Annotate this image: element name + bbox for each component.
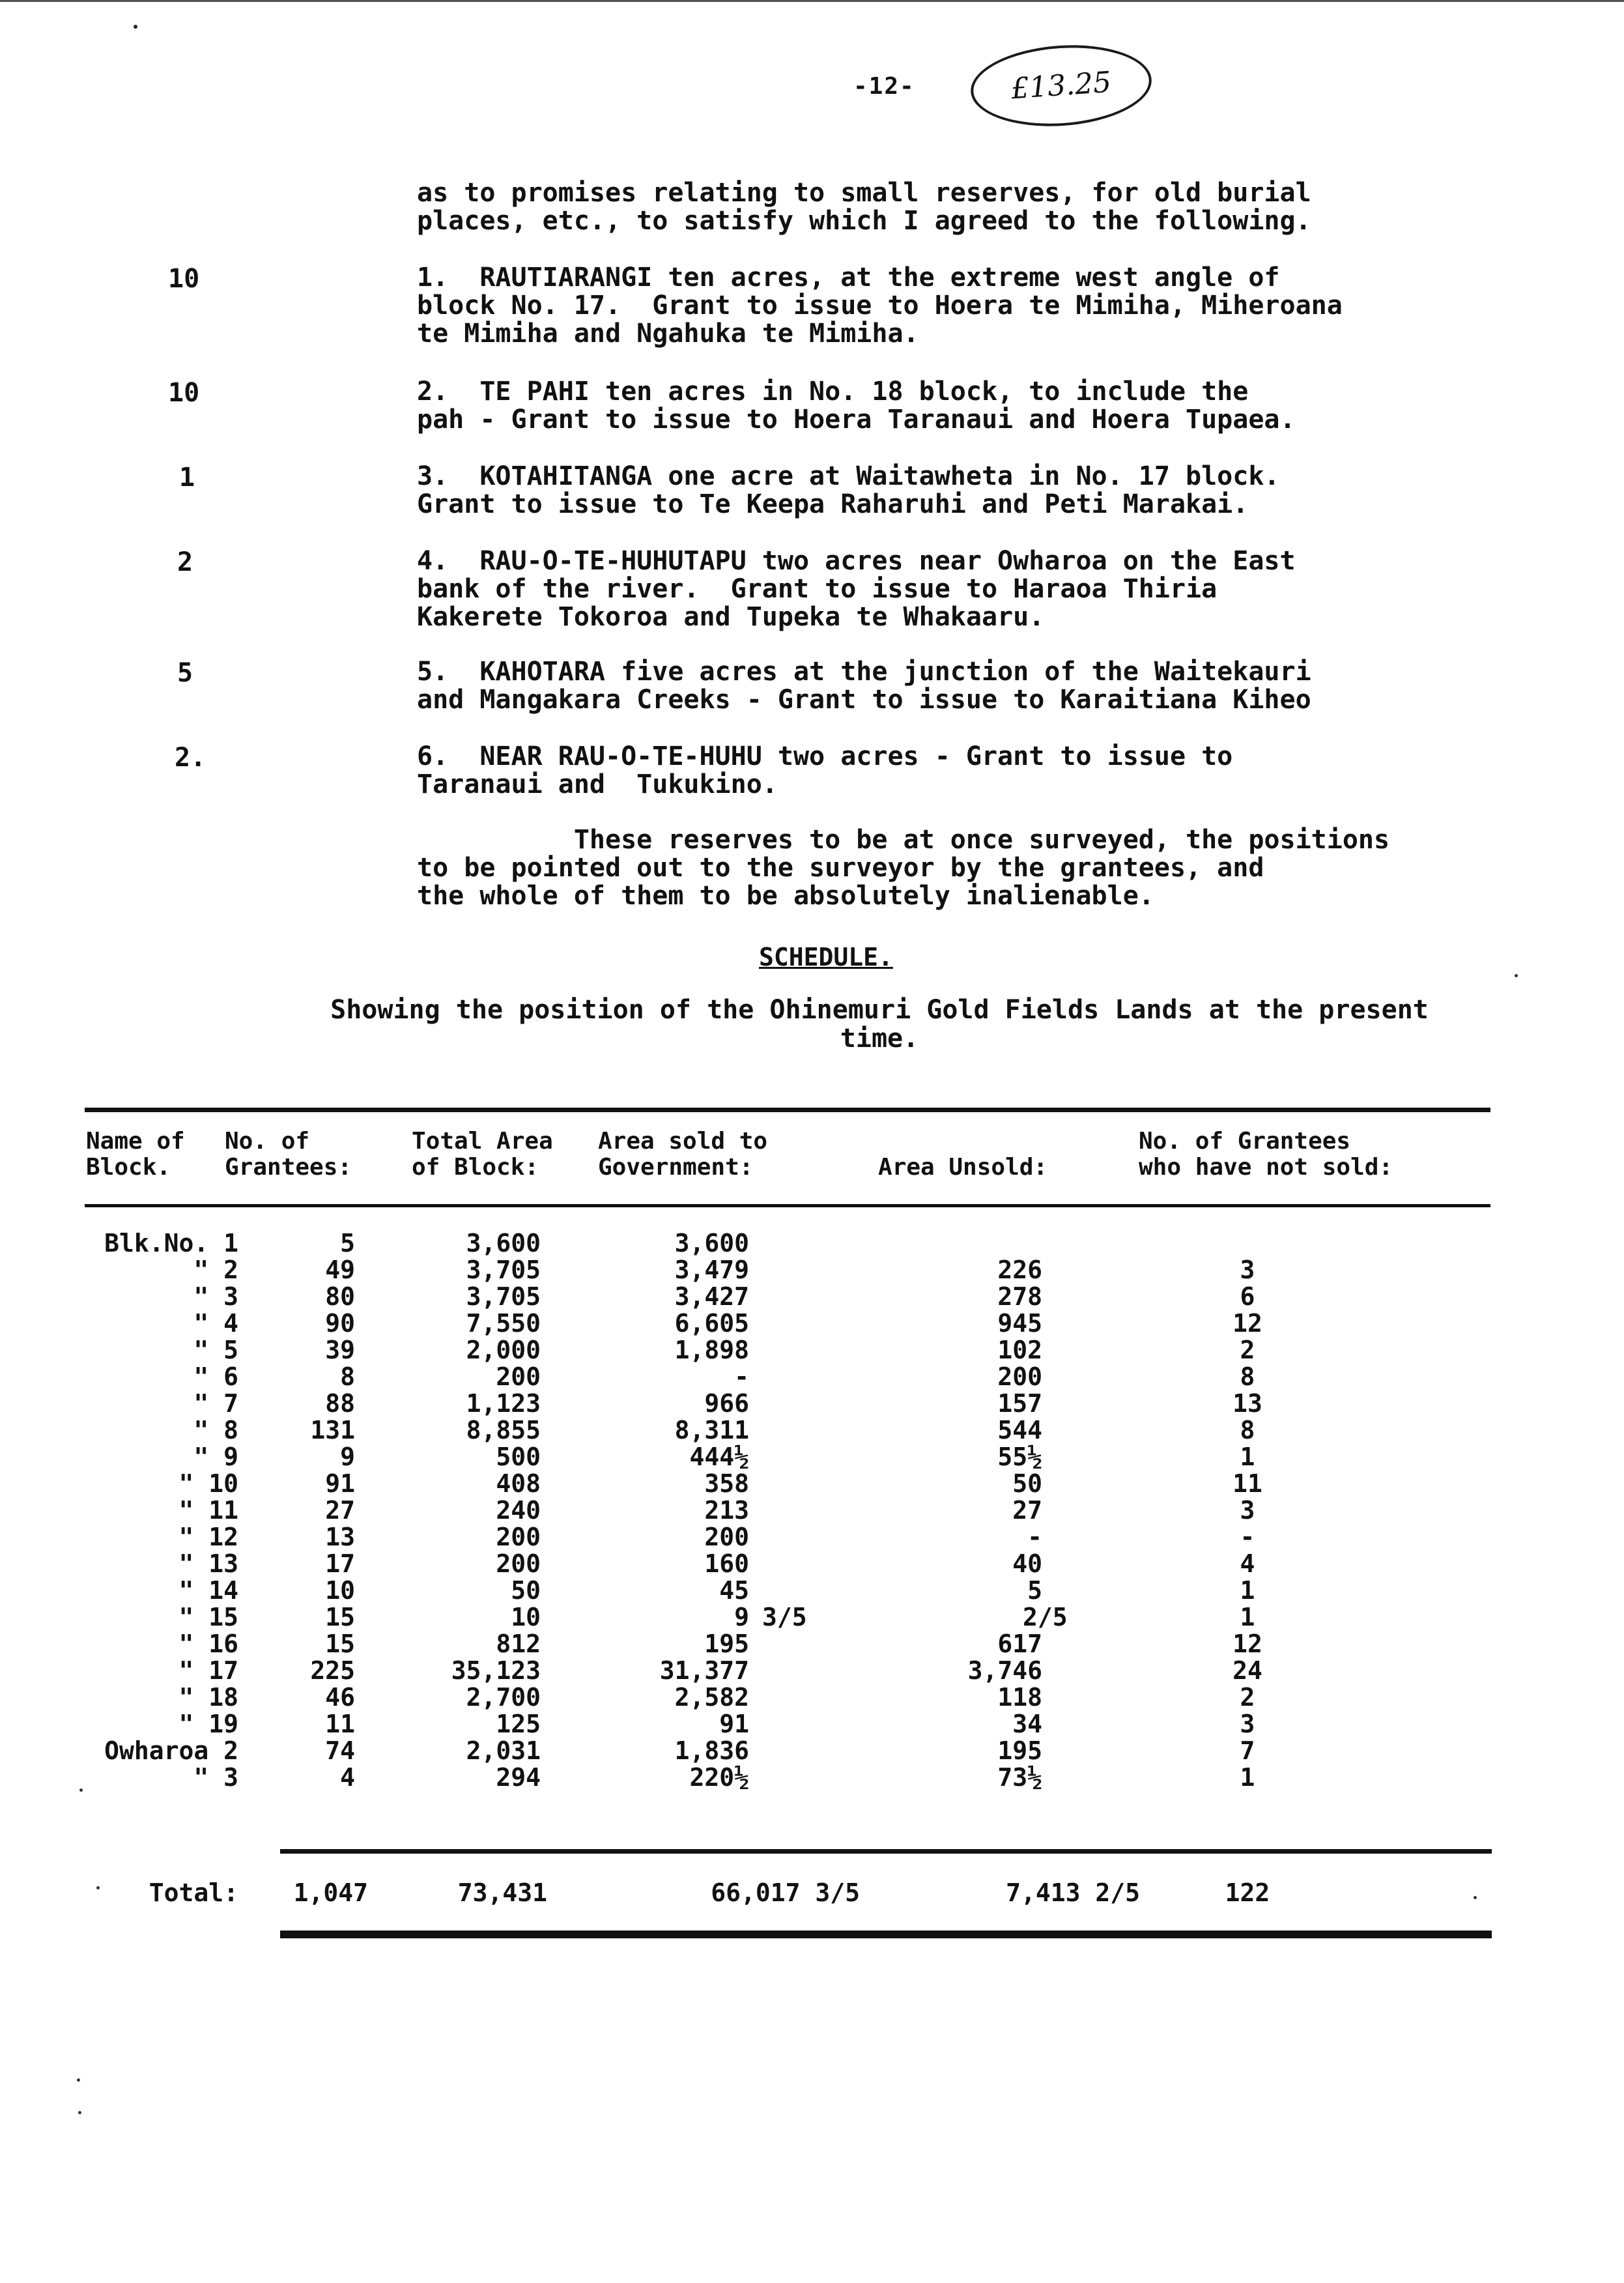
- reserve-item-3: [417, 463, 1280, 519]
- table-row: [0, 1497, 1624, 1524]
- area-unsold-cell: 226: [997, 1256, 1042, 1284]
- grantees-cell: 9: [340, 1443, 355, 1471]
- reserve-line: 2. TE PAHI ten acres in No. 18 block, to include the: [417, 377, 1249, 407]
- area-sold-cell: -: [734, 1362, 749, 1391]
- block-name-cell: " 3: [193, 1282, 238, 1311]
- block-name-cell: " 6: [193, 1362, 238, 1391]
- handwritten-annotation: £13.25: [968, 39, 1154, 132]
- reserve-line: 4. RAU-O-TE-HUHUTAPU two acres near Owharoa on the East: [417, 546, 1296, 576]
- block-name-cell: " 17: [178, 1656, 238, 1685]
- schedule-title: SCHEDULE.: [759, 943, 893, 971]
- grantees-not-sold-cell: 3: [1240, 1256, 1255, 1284]
- grantees-not-sold-cell: 8: [1240, 1362, 1255, 1391]
- scan-speck: [79, 1788, 83, 1792]
- total-row: [0, 1880, 1624, 1906]
- grantees-cell: 225: [310, 1656, 355, 1685]
- total-area-cell: 200: [496, 1549, 541, 1578]
- grantees-cell: 131: [310, 1416, 355, 1444]
- area-unsold-cell: 40: [1012, 1549, 1042, 1578]
- header-grantees: No. of Grantees:: [225, 1128, 352, 1181]
- area-unsold-cell: 34: [1012, 1710, 1042, 1738]
- block-name-cell: " 9: [193, 1443, 238, 1471]
- total-area-cell: 50: [511, 1576, 541, 1605]
- area-unsold-fraction-cell: 2/5: [1023, 1603, 1068, 1631]
- scan-speck: [77, 2078, 80, 2082]
- total-area-cell: 2,000: [466, 1336, 541, 1364]
- grantees-cell: 4: [340, 1763, 355, 1792]
- total-area: 73,431: [457, 1878, 547, 1907]
- grantees-not-sold-cell: 13: [1232, 1389, 1262, 1418]
- table-row: [0, 1631, 1624, 1658]
- area-unsold-cell: 200: [997, 1362, 1042, 1391]
- area-unsold-cell: 544: [997, 1416, 1042, 1444]
- grantees-not-sold-cell: 3: [1240, 1496, 1255, 1525]
- reserve-item-1: [417, 264, 1343, 348]
- grantees-cell: 90: [325, 1309, 355, 1338]
- closing-line: to be pointed out to the surveyor by the grantees, and: [417, 853, 1264, 883]
- area-sold-cell: 8,311: [674, 1416, 749, 1444]
- reserve-margin-acres: 2.: [175, 743, 207, 773]
- block-name-cell: " 11: [178, 1496, 238, 1525]
- total-area-cell: 2,700: [466, 1683, 541, 1712]
- grantees-cell: 15: [325, 1603, 355, 1631]
- table-row: [0, 1524, 1624, 1551]
- total-area-cell: 408: [496, 1469, 541, 1498]
- block-name-cell: " 16: [178, 1630, 238, 1658]
- table-row: [0, 1337, 1624, 1364]
- scan-speck: [96, 1886, 100, 1889]
- total-area-cell: 1,123: [466, 1389, 541, 1418]
- grantees-cell: 91: [325, 1469, 355, 1498]
- grantees-not-sold-cell: 24: [1232, 1656, 1262, 1685]
- intro-line: places, etc., to satisfy which I agreed to the following.: [417, 206, 1311, 236]
- grantees-not-sold-cell: 2: [1240, 1336, 1255, 1364]
- table-row: [0, 1711, 1624, 1738]
- reserve-line: block No. 17. Grant to issue to Hoera te Mimiha, Miheroana: [417, 291, 1343, 321]
- scan-speck: [134, 25, 137, 29]
- total-area-cell: 240: [496, 1496, 541, 1525]
- block-name-cell: " 5: [193, 1336, 238, 1364]
- area-sold-cell: 160: [704, 1549, 749, 1578]
- area-sold-cell: 91: [719, 1710, 749, 1738]
- area-sold-cell: 213: [704, 1496, 749, 1525]
- grantees-cell: 8: [340, 1362, 355, 1391]
- grantees-not-sold-cell: 2: [1240, 1683, 1255, 1712]
- total-area-cell: 7,550: [466, 1309, 541, 1338]
- closing-paragraph: [417, 826, 1389, 910]
- block-name-cell: " 10: [178, 1469, 238, 1498]
- reserve-line: Taranaui and Tukukino.: [417, 769, 778, 799]
- area-sold-cell: 195: [704, 1630, 749, 1658]
- grantees-cell: 15: [325, 1630, 355, 1658]
- intro-paragraph: [417, 179, 1311, 235]
- intro-line: as to promises relating to small reserves, for old burial: [417, 178, 1311, 208]
- area-sold-cell: 220½: [689, 1763, 749, 1792]
- grantees-not-sold-cell: 1: [1240, 1443, 1255, 1471]
- reserve-line: pah - Grant to issue to Hoera Taranaui and Hoera Tupaea.: [417, 405, 1296, 435]
- reserve-line: 1. RAUTIARANGI ten acres, at the extreme west angle of: [417, 263, 1280, 293]
- table-row: [0, 1738, 1624, 1764]
- reserve-item-5: [417, 658, 1311, 714]
- reserve-line: and Mangakara Creeks - Grant to issue to Karaitiana Kiheo: [417, 685, 1311, 715]
- area-unsold-cell: 5: [1027, 1576, 1042, 1605]
- grantees-cell: 17: [325, 1549, 355, 1578]
- area-sold-cell: 9: [734, 1603, 749, 1631]
- block-name-cell: " 2: [193, 1256, 238, 1284]
- closing-line: the whole of them to be absolutely inalienable.: [417, 881, 1154, 911]
- area-unsold-cell: 3,746: [967, 1656, 1042, 1685]
- block-name-cell: " 18: [178, 1683, 238, 1712]
- area-sold-cell: 3,427: [674, 1282, 749, 1311]
- area-sold-cell: 31,377: [659, 1656, 749, 1685]
- grantees-not-sold-cell: -: [1240, 1523, 1255, 1551]
- grantees-cell: 13: [325, 1523, 355, 1551]
- area-unsold-cell: 157: [997, 1389, 1042, 1418]
- total-area-cell: 500: [496, 1443, 541, 1471]
- scan-top-edge: [0, 0, 1624, 2]
- area-unsold-cell: 55½: [997, 1443, 1042, 1471]
- grantees-cell: 49: [325, 1256, 355, 1284]
- table-row: [0, 1284, 1624, 1310]
- total-area-cell: 10: [511, 1603, 541, 1631]
- grantees-cell: 39: [325, 1336, 355, 1364]
- table-row: [0, 1577, 1624, 1604]
- grantees-cell: 5: [340, 1229, 355, 1257]
- table-row: [0, 1684, 1624, 1711]
- area-sold-cell: 200: [704, 1523, 749, 1551]
- area-sold-fraction-cell: 3/5: [762, 1603, 807, 1631]
- grantees-not-sold-cell: 1: [1240, 1763, 1255, 1792]
- area-unsold-cell: -: [1027, 1523, 1042, 1551]
- grantees-not-sold-cell: 11: [1232, 1469, 1262, 1498]
- table-row: [0, 1551, 1624, 1577]
- block-name-cell: Owharoa 2: [104, 1736, 238, 1765]
- area-sold-cell: 3,600: [674, 1229, 749, 1257]
- table-row: [0, 1471, 1624, 1497]
- block-name-cell: " 19: [178, 1710, 238, 1738]
- reserve-margin-acres: 2: [177, 547, 193, 577]
- grantees-not-sold-cell: 3: [1240, 1710, 1255, 1738]
- header-bottom-rule: [85, 1204, 1490, 1207]
- total-area-cell: 2,031: [466, 1736, 541, 1765]
- block-name-cell: " 4: [193, 1309, 238, 1338]
- total-area-cell: 294: [496, 1763, 541, 1792]
- area-unsold-cell: 102: [997, 1336, 1042, 1364]
- area-unsold-cell: 118: [997, 1683, 1042, 1712]
- total-grantees: 1,047: [293, 1878, 368, 1907]
- reserve-margin-acres: 10: [168, 264, 200, 294]
- reserve-margin-acres: 1: [179, 463, 195, 493]
- header-area-sold: Area sold to Government:: [598, 1128, 768, 1181]
- area-sold-cell: 1,898: [674, 1336, 749, 1364]
- reserve-line: bank of the river. Grant to issue to Haraoa Thiria: [417, 574, 1218, 604]
- area-sold-cell: 3,479: [674, 1256, 749, 1284]
- total-area-cell: 3,705: [466, 1282, 541, 1311]
- header-area-unsold: Area Unsold:: [878, 1154, 1048, 1181]
- table-row: [0, 1604, 1624, 1631]
- grantees-cell: 74: [325, 1736, 355, 1765]
- reserve-item-4: [417, 547, 1296, 631]
- header-total-area: Total Area of Block:: [412, 1128, 553, 1181]
- total-area-cell: 200: [496, 1362, 541, 1391]
- grantees-not-sold-cell: 1: [1240, 1576, 1255, 1605]
- total-area-cell: 8,855: [466, 1416, 541, 1444]
- area-unsold-cell: 278: [997, 1282, 1042, 1311]
- area-sold-cell: 2,582: [674, 1683, 749, 1712]
- total-area-sold: 66,017 3/5: [711, 1878, 860, 1907]
- closing-line: These reserves to be at once surveyed, the positions: [417, 825, 1390, 855]
- table-row: [0, 1444, 1624, 1471]
- table-row: [0, 1417, 1624, 1444]
- total-bottom-rule: [280, 1931, 1492, 1938]
- total-area-cell: 3,705: [466, 1256, 541, 1284]
- page-number: -12-: [853, 73, 915, 100]
- reserve-line: Grant to issue to Te Keepa Raharuhi and Peti Marakai.: [417, 489, 1249, 519]
- area-sold-cell: 444½: [689, 1443, 749, 1471]
- block-name-cell: Blk.No. 1: [104, 1229, 238, 1257]
- total-area-cell: 125: [496, 1710, 541, 1738]
- area-unsold-cell: 50: [1012, 1469, 1042, 1498]
- reserve-line: te Mimiha and Ngahuka te Mimiha.: [417, 319, 919, 349]
- schedule-subtitle: Showing the position of the Ohinemuri Gold Fields Lands at the present time.: [330, 995, 1429, 1054]
- block-name-cell: " 13: [178, 1549, 238, 1578]
- table-row: [0, 1390, 1624, 1417]
- header-block-name: Name of Block.: [86, 1128, 185, 1181]
- block-name-cell: " 7: [193, 1389, 238, 1418]
- grantees-cell: 10: [325, 1576, 355, 1605]
- reserve-item-2: [417, 378, 1296, 434]
- total-label: Total:: [149, 1878, 238, 1907]
- grantees-not-sold-cell: 4: [1240, 1549, 1255, 1578]
- grantees-not-sold-cell: 12: [1232, 1630, 1262, 1658]
- total-area-cell: 35,123: [451, 1656, 541, 1685]
- block-name-cell: " 15: [178, 1603, 238, 1631]
- scan-speck: [1515, 974, 1518, 977]
- block-name-cell: " 8: [193, 1416, 238, 1444]
- area-unsold-cell: 945: [997, 1309, 1042, 1338]
- total-area-unsold: 7,413 2/5: [1006, 1878, 1140, 1907]
- reserve-margin-acres: 5: [177, 658, 193, 688]
- total-not-sold: 122: [1225, 1878, 1270, 1907]
- area-unsold-cell: 27: [1012, 1496, 1042, 1525]
- grantees-not-sold-cell: 12: [1232, 1309, 1262, 1338]
- area-unsold-cell: 195: [997, 1736, 1042, 1765]
- table-top-rule: [85, 1108, 1490, 1112]
- grantees-cell: 46: [325, 1683, 355, 1712]
- grantees-cell: 11: [325, 1710, 355, 1738]
- table-row: [0, 1658, 1624, 1684]
- reserve-line: 5. KAHOTARA five acres at the junction of the Waitekauri: [417, 657, 1311, 687]
- total-area-cell: 200: [496, 1523, 541, 1551]
- scan-speck: [78, 2111, 81, 2114]
- header-grantees-not-sold: No. of Grantees who have not sold:: [1139, 1128, 1393, 1181]
- area-sold-cell: 45: [719, 1576, 749, 1605]
- scan-speck: [1474, 1896, 1477, 1899]
- area-sold-cell: 6,605: [674, 1309, 749, 1338]
- area-unsold-cell: 617: [997, 1630, 1042, 1658]
- block-name-cell: " 12: [178, 1523, 238, 1551]
- grantees-not-sold-cell: 1: [1240, 1603, 1255, 1631]
- table-row: [0, 1310, 1624, 1337]
- area-sold-cell: 1,836: [674, 1736, 749, 1765]
- area-sold-cell: 966: [704, 1389, 749, 1418]
- total-area-cell: 812: [496, 1630, 541, 1658]
- block-name-cell: " 14: [178, 1576, 238, 1605]
- total-top-rule: [280, 1849, 1492, 1854]
- grantees-cell: 88: [325, 1389, 355, 1418]
- grantees-not-sold-cell: 6: [1240, 1282, 1255, 1311]
- grantees-cell: 27: [325, 1496, 355, 1525]
- area-sold-cell: 358: [704, 1469, 749, 1498]
- reserve-line: 3. KOTAHITANGA one acre at Waitawheta in No. 17 block.: [417, 461, 1280, 491]
- table-row: [0, 1230, 1624, 1257]
- reserve-line: Kakerete Tokoroa and Tupeka te Whakaaru.: [417, 602, 1045, 632]
- reserve-item-6: [417, 743, 1232, 799]
- reserve-margin-acres: 10: [168, 378, 200, 408]
- table-row: [0, 1257, 1624, 1284]
- reserve-line: 6. NEAR RAU-O-TE-HUHU two acres - Grant to issue to: [417, 741, 1233, 771]
- grantees-cell: 80: [325, 1282, 355, 1311]
- grantees-not-sold-cell: 7: [1240, 1736, 1255, 1765]
- table-row: [0, 1364, 1624, 1390]
- block-name-cell: " 3: [193, 1763, 238, 1792]
- grantees-not-sold-cell: 8: [1240, 1416, 1255, 1444]
- table-row: [0, 1764, 1624, 1791]
- total-area-cell: 3,600: [466, 1229, 541, 1257]
- area-unsold-cell: 73½: [997, 1763, 1042, 1792]
